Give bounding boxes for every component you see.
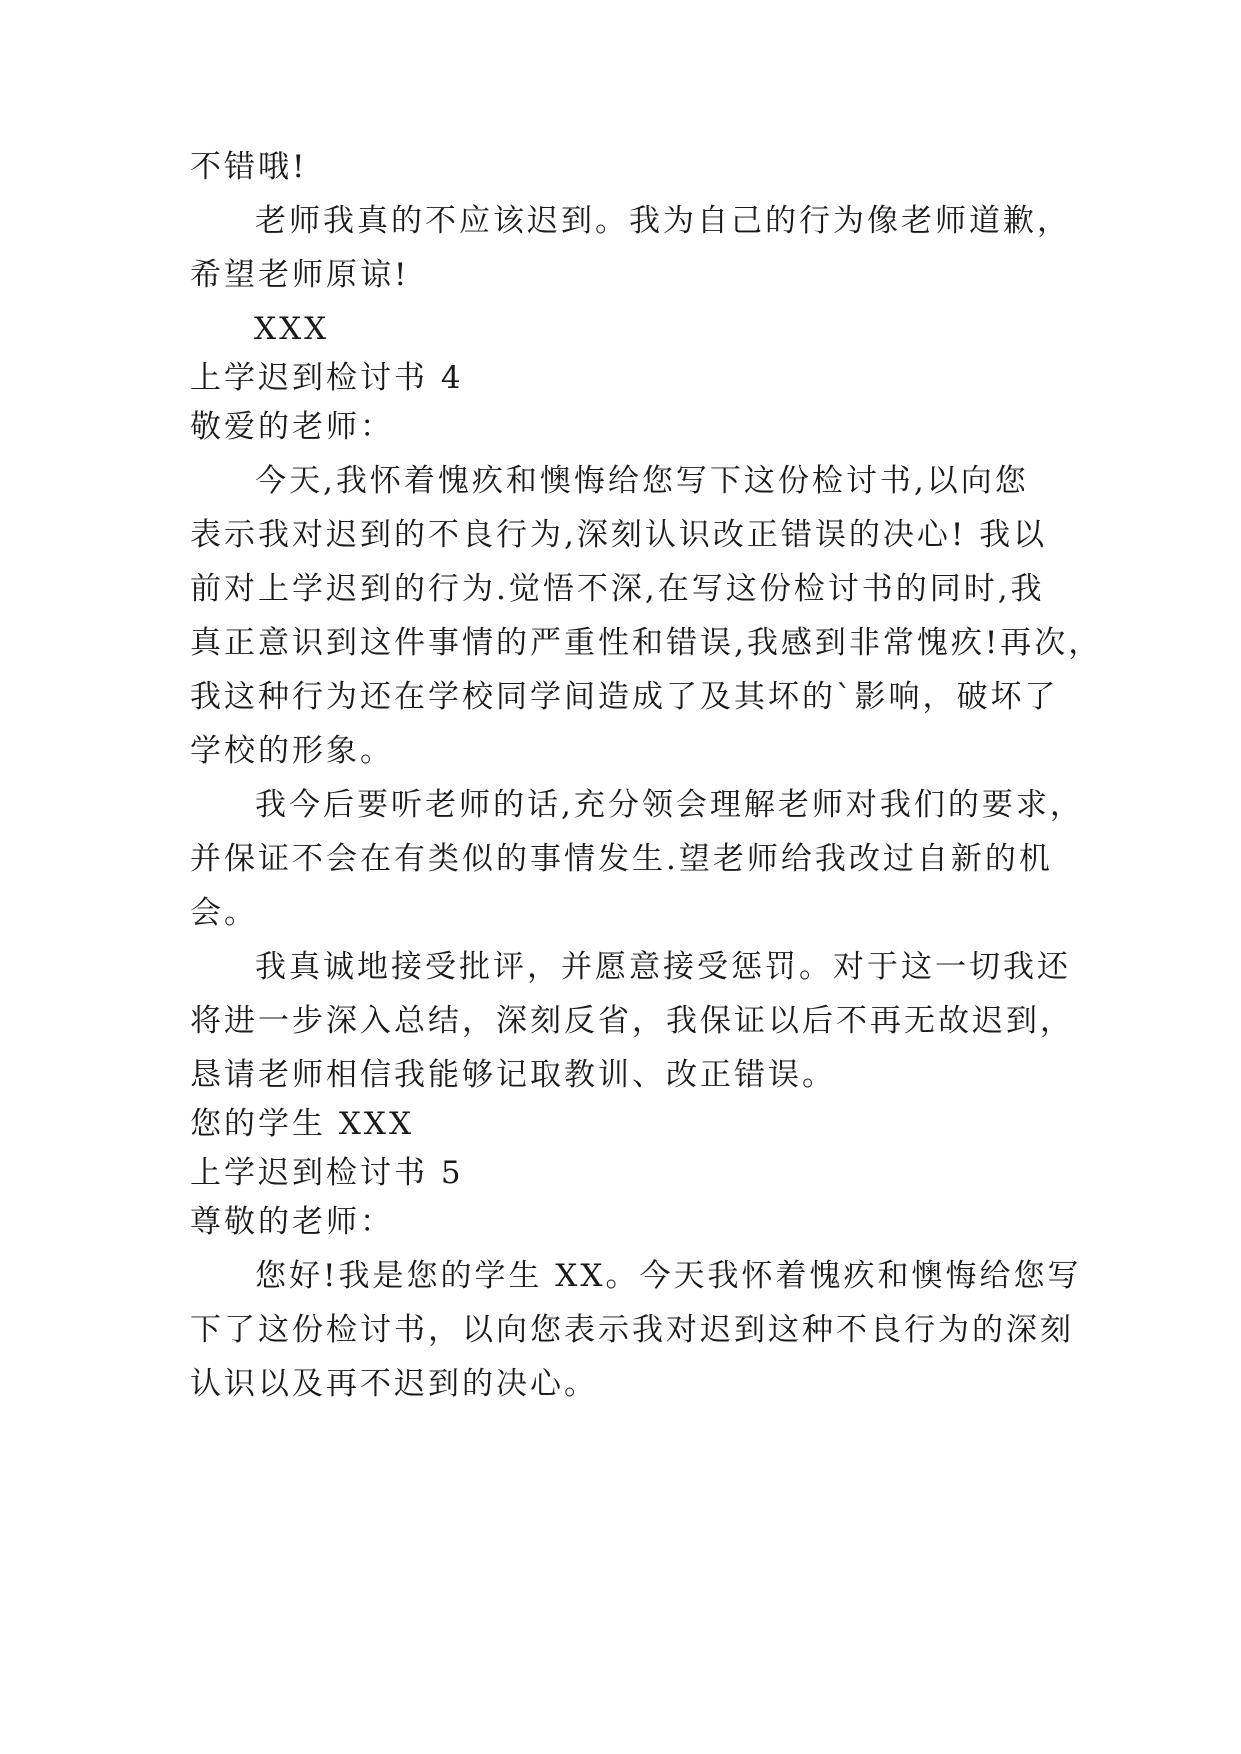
paragraph-line: 我真诚地接受批评，并愿意接受惩罚。对于这一切我还 <box>255 949 1071 985</box>
section-title: 上学迟到检讨书 5 <box>190 1155 464 1191</box>
paragraph-line: 我这种行为还在学校同学间造成了及其坏的`影响，破坏了 <box>190 679 1059 715</box>
paragraph-line: 将进一步深入总结，深刻反省，我保证以后不再无故迟到， <box>190 1003 1074 1039</box>
signature: 您的学生 XXX <box>190 1106 415 1142</box>
paragraph-line: 下了这份检讨书，以向您表示我对迟到这种不良行为的深刻 <box>190 1312 1074 1348</box>
salutation: 尊敬的老师： <box>190 1204 394 1240</box>
paragraph-line: 今天,我怀着愧疚和懊悔给您写下这份检讨书,以向您 <box>255 463 1029 499</box>
paragraph-line: 学校的形象。 <box>190 733 394 769</box>
paragraph-line: 恳请老师相信我能够记取教训、改正错误。 <box>190 1057 836 1093</box>
signature: XXX <box>254 311 330 347</box>
paragraph-line: 老师我真的不应该迟到。我为自己的行为像老师道歉， <box>255 203 1071 239</box>
paragraph-line: 认识以及再不迟到的决心。 <box>190 1366 598 1402</box>
paragraph-line: 并保证不会在有类似的事情发生.望老师给我改过自新的机 <box>190 841 1053 877</box>
salutation: 敬爱的老师： <box>190 409 394 445</box>
paragraph-line: 希望老师原谅! <box>190 257 410 293</box>
paragraph-line: 真正意识到这件事情的严重性和错误,我感到非常愧疚!再次， <box>190 625 1103 661</box>
paragraph-line: 前对上学迟到的行为.觉悟不深,在写这份检讨书的同时,我 <box>190 571 1045 607</box>
paragraph-line: 会。 <box>190 895 258 931</box>
paragraph-line: 表示我对迟到的不良行为,深刻认识改正错误的决心! 我以 <box>190 517 1048 553</box>
section-title: 上学迟到检讨书 4 <box>190 360 464 396</box>
paragraph-line: 您好!我是您的学生 XX。今天我怀着愧疚和懊悔给您写 <box>255 1258 1082 1294</box>
paragraph-line: 不错哦! <box>190 149 308 185</box>
paragraph-line: 我今后要听老师的话,充分领会理解老师对我们的要求， <box>255 787 1084 823</box>
